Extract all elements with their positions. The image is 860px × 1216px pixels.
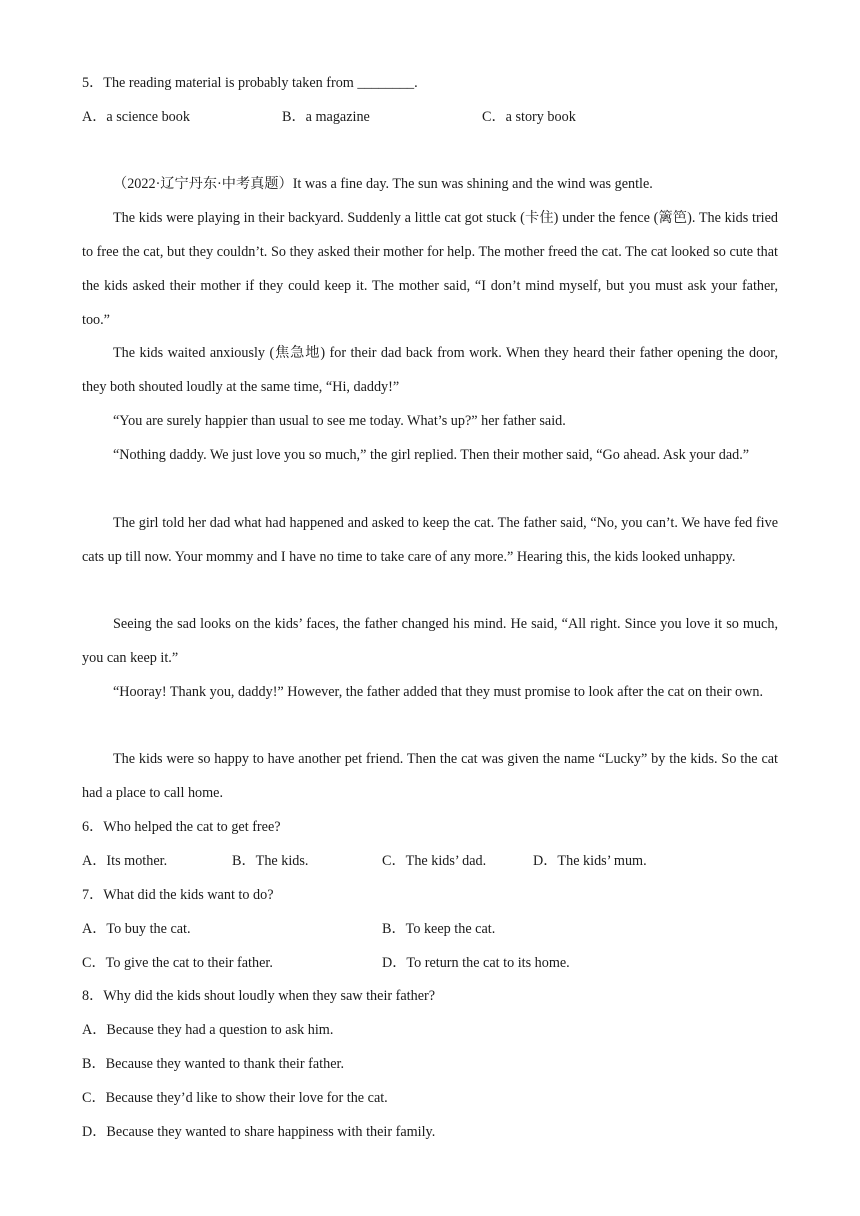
passage-paragraph: The kids were so happy to have another pet friend. Then the cat was given the name “Lucky” by the kids. So the cat had a place to call home. — [82, 751, 778, 801]
q7-option-c: C．To give the cat to their father. — [82, 955, 273, 971]
passage-paragraph: The kids were playing in their backyard. Suddenly a little cat got stuck (卡住) under the fence (篱笆). The kids tried to free the cat, but they couldn’t. So they asked their mother for help. The mother freed the cat. The cat looked so cute that the kids asked their mother if they could keep it. The mother said, “I don’t mind myself, but you must ask your father, too.” — [82, 210, 778, 328]
q6-option-b: B．The kids. — [232, 853, 309, 869]
passage-paragraph: Seeing the sad looks on the kids’ faces, the father changed his mind. He said, “All right. Since you love it so much, you can keep it.” — [82, 616, 778, 666]
passage-paragraph: “Hooray! Thank you, daddy!” However, the father added that they must promise to look after the cat on their own. — [113, 684, 764, 700]
passage-paragraph: “Nothing daddy. We just love you so much,” the girl replied. Then their mother said, “Go ahead. Ask your dad.” — [113, 447, 750, 463]
passage-source-intro: （2022·辽宁丹东·中考真题）It was a fine day. The sun was shining and the wind was gentle. — [113, 176, 653, 192]
q8-option-d: D．Because they wanted to share happiness with their family. — [82, 1124, 436, 1140]
q6-option-d: D．The kids’ mum. — [533, 853, 647, 869]
q6-stem: 6．Who helped the cat to get free? — [82, 819, 281, 835]
q8-option-b: B．Because they wanted to thank their father. — [82, 1056, 344, 1072]
q7-stem: 7．What did the kids want to do? — [82, 887, 274, 903]
passage-paragraph: The girl told her dad what had happened and asked to keep the cat. The father said, “No, you can’t. We have fed five cats up till now. Your mommy and I have no time to take care of any more.” Hearing this, the kids looked unhappy. — [82, 515, 778, 565]
q6-option-c: C．The kids’ dad. — [382, 853, 487, 869]
q7-option-d: D．To return the cat to its home. — [382, 955, 570, 971]
q8-option-a: A．Because they had a question to ask him. — [82, 1022, 334, 1038]
q8-option-c: C．Because they’d like to show their love for the cat. — [82, 1090, 388, 1106]
q8-stem: 8．Why did the kids shout loudly when they saw their father? — [82, 988, 436, 1004]
passage-paragraph: “You are surely happier than usual to see me today. What’s up?” her father said. — [113, 413, 566, 429]
q6-option-a: A．Its mother. — [82, 853, 168, 869]
q5-option-a: A．a science book — [82, 109, 190, 125]
q5-option-c: C．a story book — [482, 109, 576, 125]
q5-stem: 5．The reading material is probably taken from ________. — [82, 75, 418, 91]
q7-option-b: B．To keep the cat. — [382, 921, 496, 937]
q7-option-a: A．To buy the cat. — [82, 921, 191, 937]
q5-option-b: B．a magazine — [282, 109, 370, 125]
passage-paragraph: The kids waited anxiously (焦急地) for their dad back from work. When they heard their father opening the door, they both shouted loudly at the same time, “Hi, daddy!” — [82, 345, 778, 395]
